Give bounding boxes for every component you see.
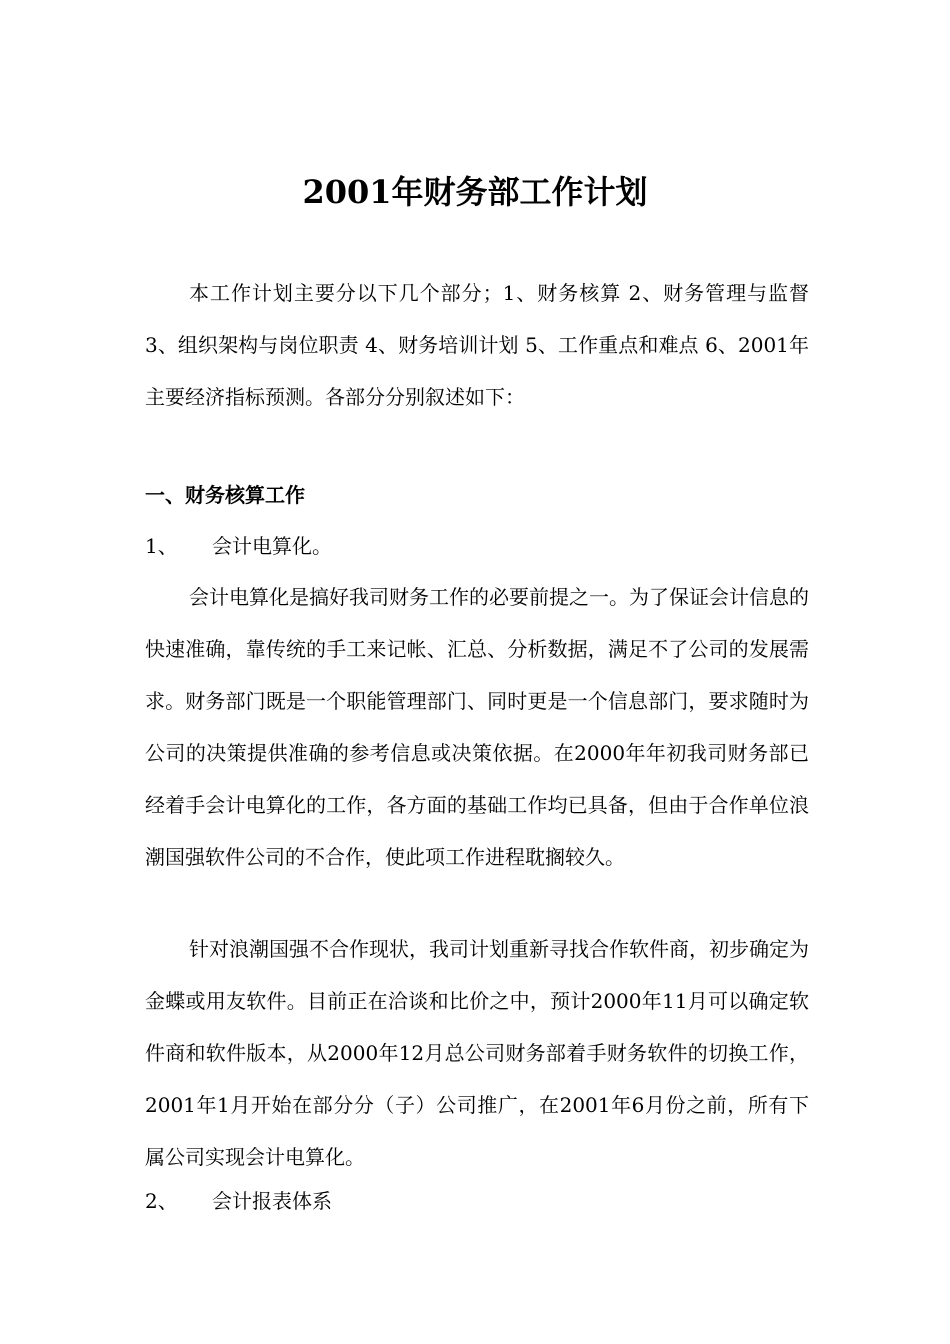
item-heading-accounting-computerization [145, 526, 332, 566]
section-heading-financial-accounting: 一、财务核算工作 [145, 483, 305, 507]
item-title: 会计报表体系 [212, 1189, 332, 1213]
item-number: 2、 [145, 1189, 178, 1213]
body-paragraph-computerization-plan: 针对浪潮国强不合作现状，我司计划重新寻找合作软件商，初步确定为金蝶或用友软件。目前正在洽谈和比价之中，预计2000年11月可以确定软件商和软件版本，从2000年12月总公司财务部着手财务软件的切换工作，2001年1月开始在部分分（子）公司推广，在2001年6月份之前，所有下属公司实现会计电算化。 [145, 937, 809, 1169]
body-paragraph-computerization-background: 会计电算化是搞好我司财务工作的必要前提之一。为了保证会计信息的快速准确，靠传统的手工来记帐、汇总、分析数据，满足不了公司的发展需求。财务部门既是一个职能管理部门、同时更是一个信息部门，要求随时为公司的决策提供准确的参考信息或决策依据。在2000年年初我司财务部已经着手会计电算化的工作，各方面的基础工作均已具备，但由于合作单位浪潮国强软件公司的不合作，使此项工作进程耽搁较久。 [145, 585, 809, 869]
item-number: 1、 [145, 534, 178, 558]
item-heading-report-system [145, 1181, 332, 1221]
item-title: 会计电算化。 [212, 534, 332, 558]
intro-paragraph: 本工作计划主要分以下几个部分；1、财务核算 2、财务管理与监督 3、组织架构与岗位职责 4、财务培训计划 5、工作重点和难点 6、2001年主要经济指标预测。各部分分别叙述如下： [145, 281, 809, 409]
document-title: 2001年财务部工作计划 [302, 173, 648, 211]
